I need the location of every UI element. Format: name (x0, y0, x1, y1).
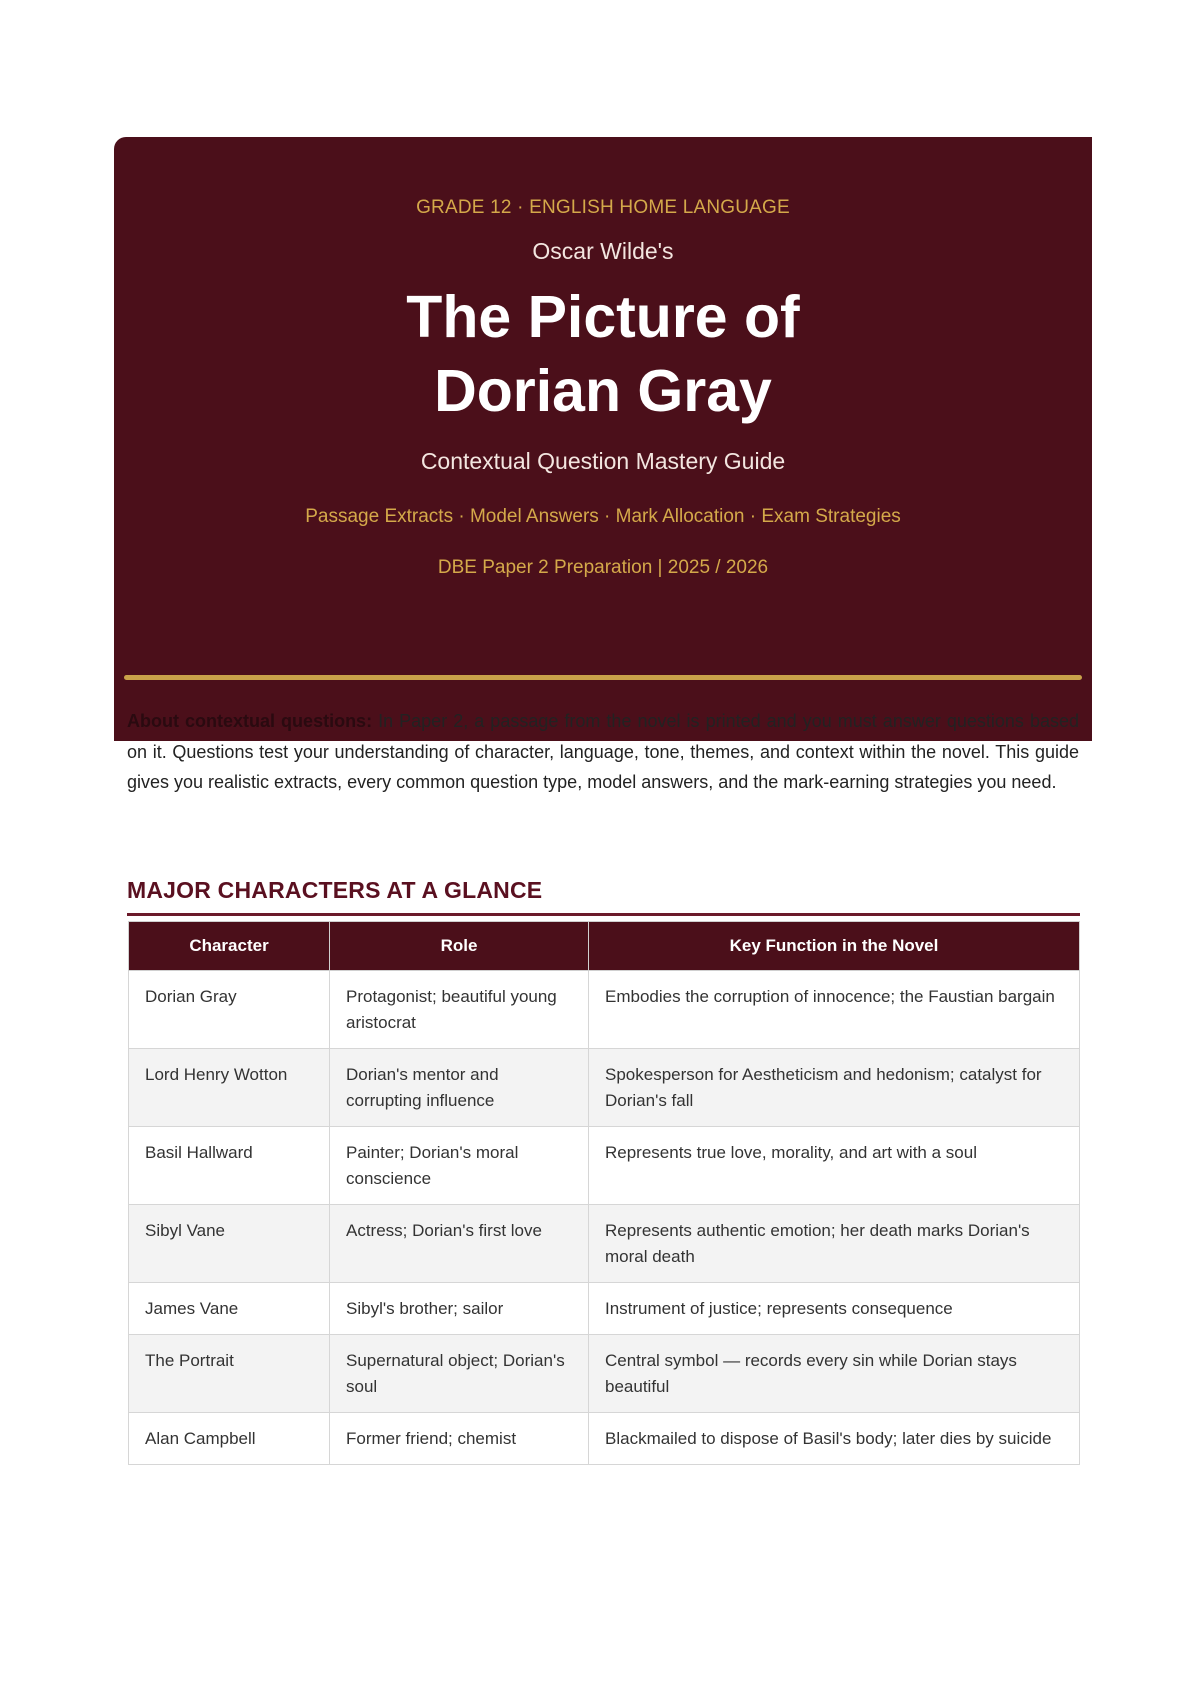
guide-subtitle: Contextual Question Mastery Guide (420, 448, 786, 474)
cell-role: Actress; Dorian's first love (330, 1205, 589, 1283)
cell-function: Instrument of justice; represents consequence (589, 1283, 1080, 1335)
cell-function: Represents authentic emotion; her death marks Dorian's moral death (589, 1205, 1080, 1283)
cell-character: James Vane (129, 1283, 330, 1335)
table-header-row (129, 922, 1080, 971)
cell-character: Alan Campbell (129, 1413, 330, 1465)
cell-function: Embodies the corruption of innocence; the Faustian bargain (589, 971, 1080, 1049)
cell-character: The Portrait (129, 1335, 330, 1413)
cell-function: Represents true love, morality, and art with a soul (589, 1127, 1080, 1205)
author-label: Oscar Wilde's (532, 238, 674, 264)
book-title-line-2: Dorian Gray (434, 358, 772, 424)
table-row (129, 1205, 1080, 1283)
features-line: Passage Extracts · Model Answers · Mark Allocation · Exam Strategies (305, 506, 901, 527)
intro-paragraph (127, 706, 1079, 798)
intro-text: In Paper 2, a passage from the novel is printed and you must answer questions based on it. Questions test your understanding of character, language, tone, themes, and context within the novel. This guide gives you realistic extracts, every common question type, model answers, and the mark-earning strategies you need. (127, 711, 1079, 792)
table-row (129, 1413, 1080, 1465)
characters-table (128, 921, 1080, 1465)
header-character: Character (129, 922, 330, 971)
cell-character: Dorian Gray (129, 971, 330, 1049)
book-title (114, 280, 1092, 428)
intro-lead: About contextual questions: (127, 711, 373, 731)
table-row (129, 1283, 1080, 1335)
cover-banner (114, 137, 1092, 741)
table-row (129, 1049, 1080, 1127)
cell-character: Basil Hallward (129, 1127, 330, 1205)
header-function: Key Function in the Novel (589, 922, 1080, 971)
cell-role: Supernatural object; Dorian's soul (330, 1335, 589, 1413)
table-row (129, 1127, 1080, 1205)
section-title: MAJOR CHARACTERS AT A GLANCE (127, 877, 543, 903)
cell-role: Painter; Dorian's moral conscience (330, 1127, 589, 1205)
section-divider (127, 913, 1080, 916)
gold-divider (124, 675, 1082, 680)
cell-role: Protagonist; beautiful young aristocrat (330, 971, 589, 1049)
cell-character: Lord Henry Wotton (129, 1049, 330, 1127)
table-row (129, 971, 1080, 1049)
cell-character: Sibyl Vane (129, 1205, 330, 1283)
table-row (129, 1335, 1080, 1413)
book-title-line-1: The Picture of (406, 284, 800, 350)
preparation-line: DBE Paper 2 Preparation | 2025 / 2026 (437, 557, 769, 578)
cell-function: Blackmailed to dispose of Basil's body; later dies by suicide (589, 1413, 1080, 1465)
grade-label: GRADE 12 · ENGLISH HOME LANGUAGE (416, 197, 790, 218)
header-role: Role (330, 922, 589, 971)
cell-role: Sibyl's brother; sailor (330, 1283, 589, 1335)
cell-function: Central symbol — records every sin while Dorian stays beautiful (589, 1335, 1080, 1413)
cell-role: Dorian's mentor and corrupting influence (330, 1049, 589, 1127)
cell-function: Spokesperson for Aestheticism and hedonism; catalyst for Dorian's fall (589, 1049, 1080, 1127)
cell-role: Former friend; chemist (330, 1413, 589, 1465)
